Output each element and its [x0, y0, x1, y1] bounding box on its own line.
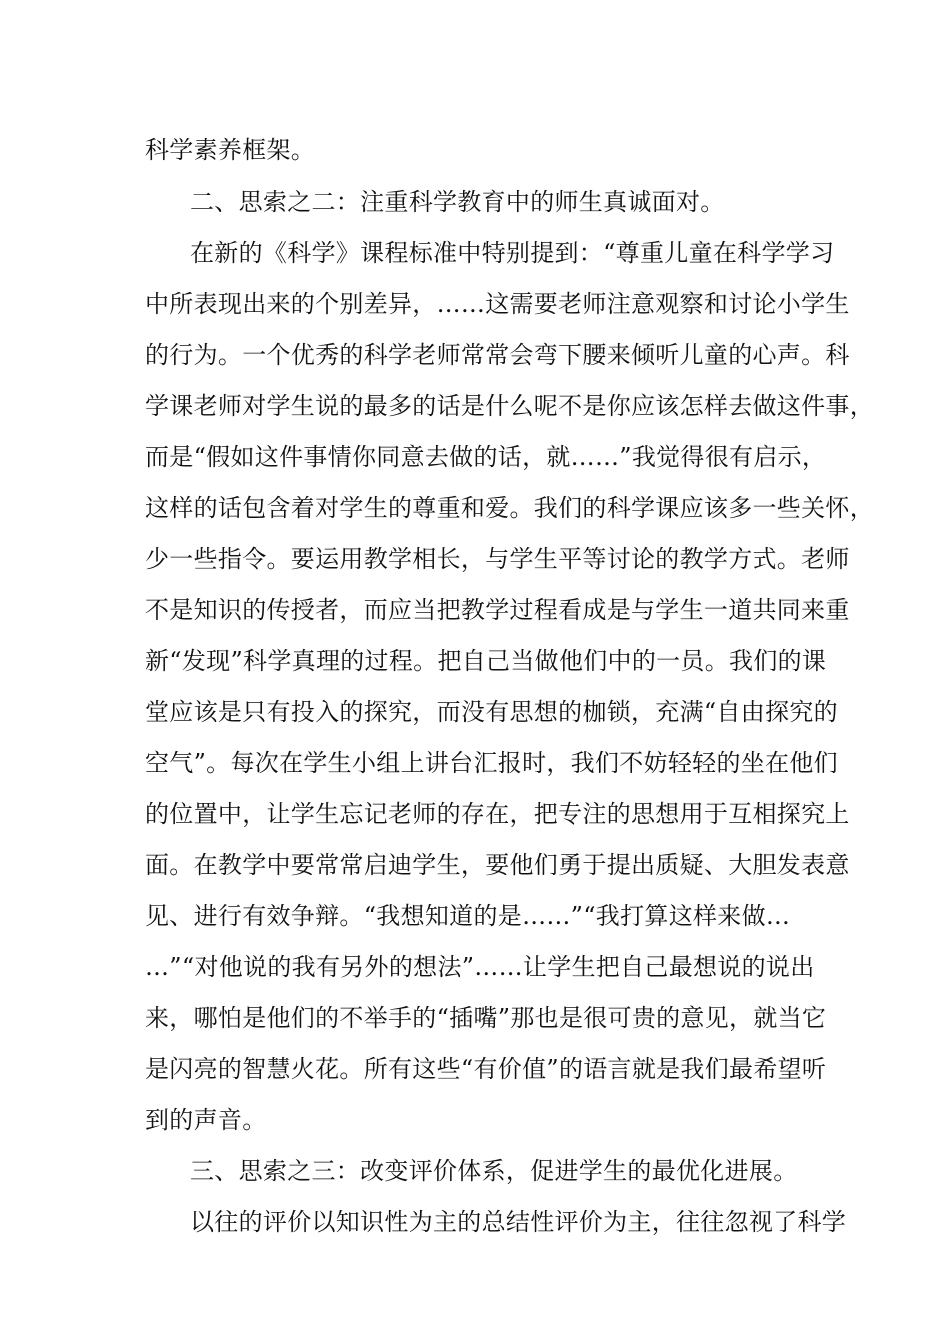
text-line: 而是“假如这件事情你同意去做的话，就……”我觉得很有启示， — [145, 443, 827, 471]
text-line: 以往的评价以知识性为主的总结性评价为主，往往忽视了科学 — [190, 1208, 847, 1236]
text-line: 的位置中，让学生忘记老师的存在，把专注的思想用于互相探究上 — [145, 800, 850, 828]
text-line: 面。在教学中要常常启迪学生，要他们勇于提出质疑、大胆发表意 — [145, 851, 850, 879]
section-heading: 二、思索之二：注重科学教育中的师生真诚面对。 — [190, 188, 725, 216]
section-heading: 三、思索之三：改变评价体系，促进学生的最优化进展。 — [190, 1157, 798, 1185]
text-line: 少一些指令。要运用教学相长，与学生平等讨论的教学方式。老师 — [145, 545, 850, 573]
text-line: 在新的《科学》课程标准中特别提到：“尊重儿童在科学学习 — [190, 239, 835, 267]
text-line: 这样的话包含着对学生的尊重和爱。我们的科学课应该多一些关怀， — [145, 494, 874, 522]
text-line: …”“对他说的我有另外的想法”……让学生把自己最想说的说出 — [145, 953, 815, 981]
text-line: 新“发现”科学真理的过程。把自己当做他们中的一员。我们的课 — [145, 647, 827, 675]
text-line: 学课老师对学生说的最多的话是什么呢不是你应该怎样去做这件事， — [145, 392, 874, 420]
text-line: 中所表现出来的个别差异，……这需要老师注意观察和讨论小学生 — [145, 290, 850, 318]
text-line: 不是知识的传授者，而应当把教学过程看成是与学生一道共同来重 — [145, 596, 850, 624]
text-line: 的行为。一个优秀的科学老师常常会弯下腰来倾听儿童的心声。科 — [145, 341, 850, 369]
text-line: 空气”。每次在学生小组上讲台汇报时，我们不妨轻轻的坐在他们 — [145, 749, 838, 777]
text-line: 是闪亮的智慧火花。所有这些“有价值”的语言就是我们最希望听 — [145, 1055, 827, 1083]
text-line: 来，哪怕是他们的不举手的“插嘴”那也是很可贵的意见，就当它 — [145, 1004, 827, 1032]
text-line: 到的声音。 — [145, 1106, 267, 1134]
text-line: 科学素养框架。 — [145, 136, 316, 164]
text-line: 见、进行有效争辩。“我想知道的是……”“我打算这样来做… — [145, 902, 791, 930]
text-line: 堂应该是只有投入的探究，而没有思想的枷锁，充满“自由探究的 — [145, 698, 838, 726]
